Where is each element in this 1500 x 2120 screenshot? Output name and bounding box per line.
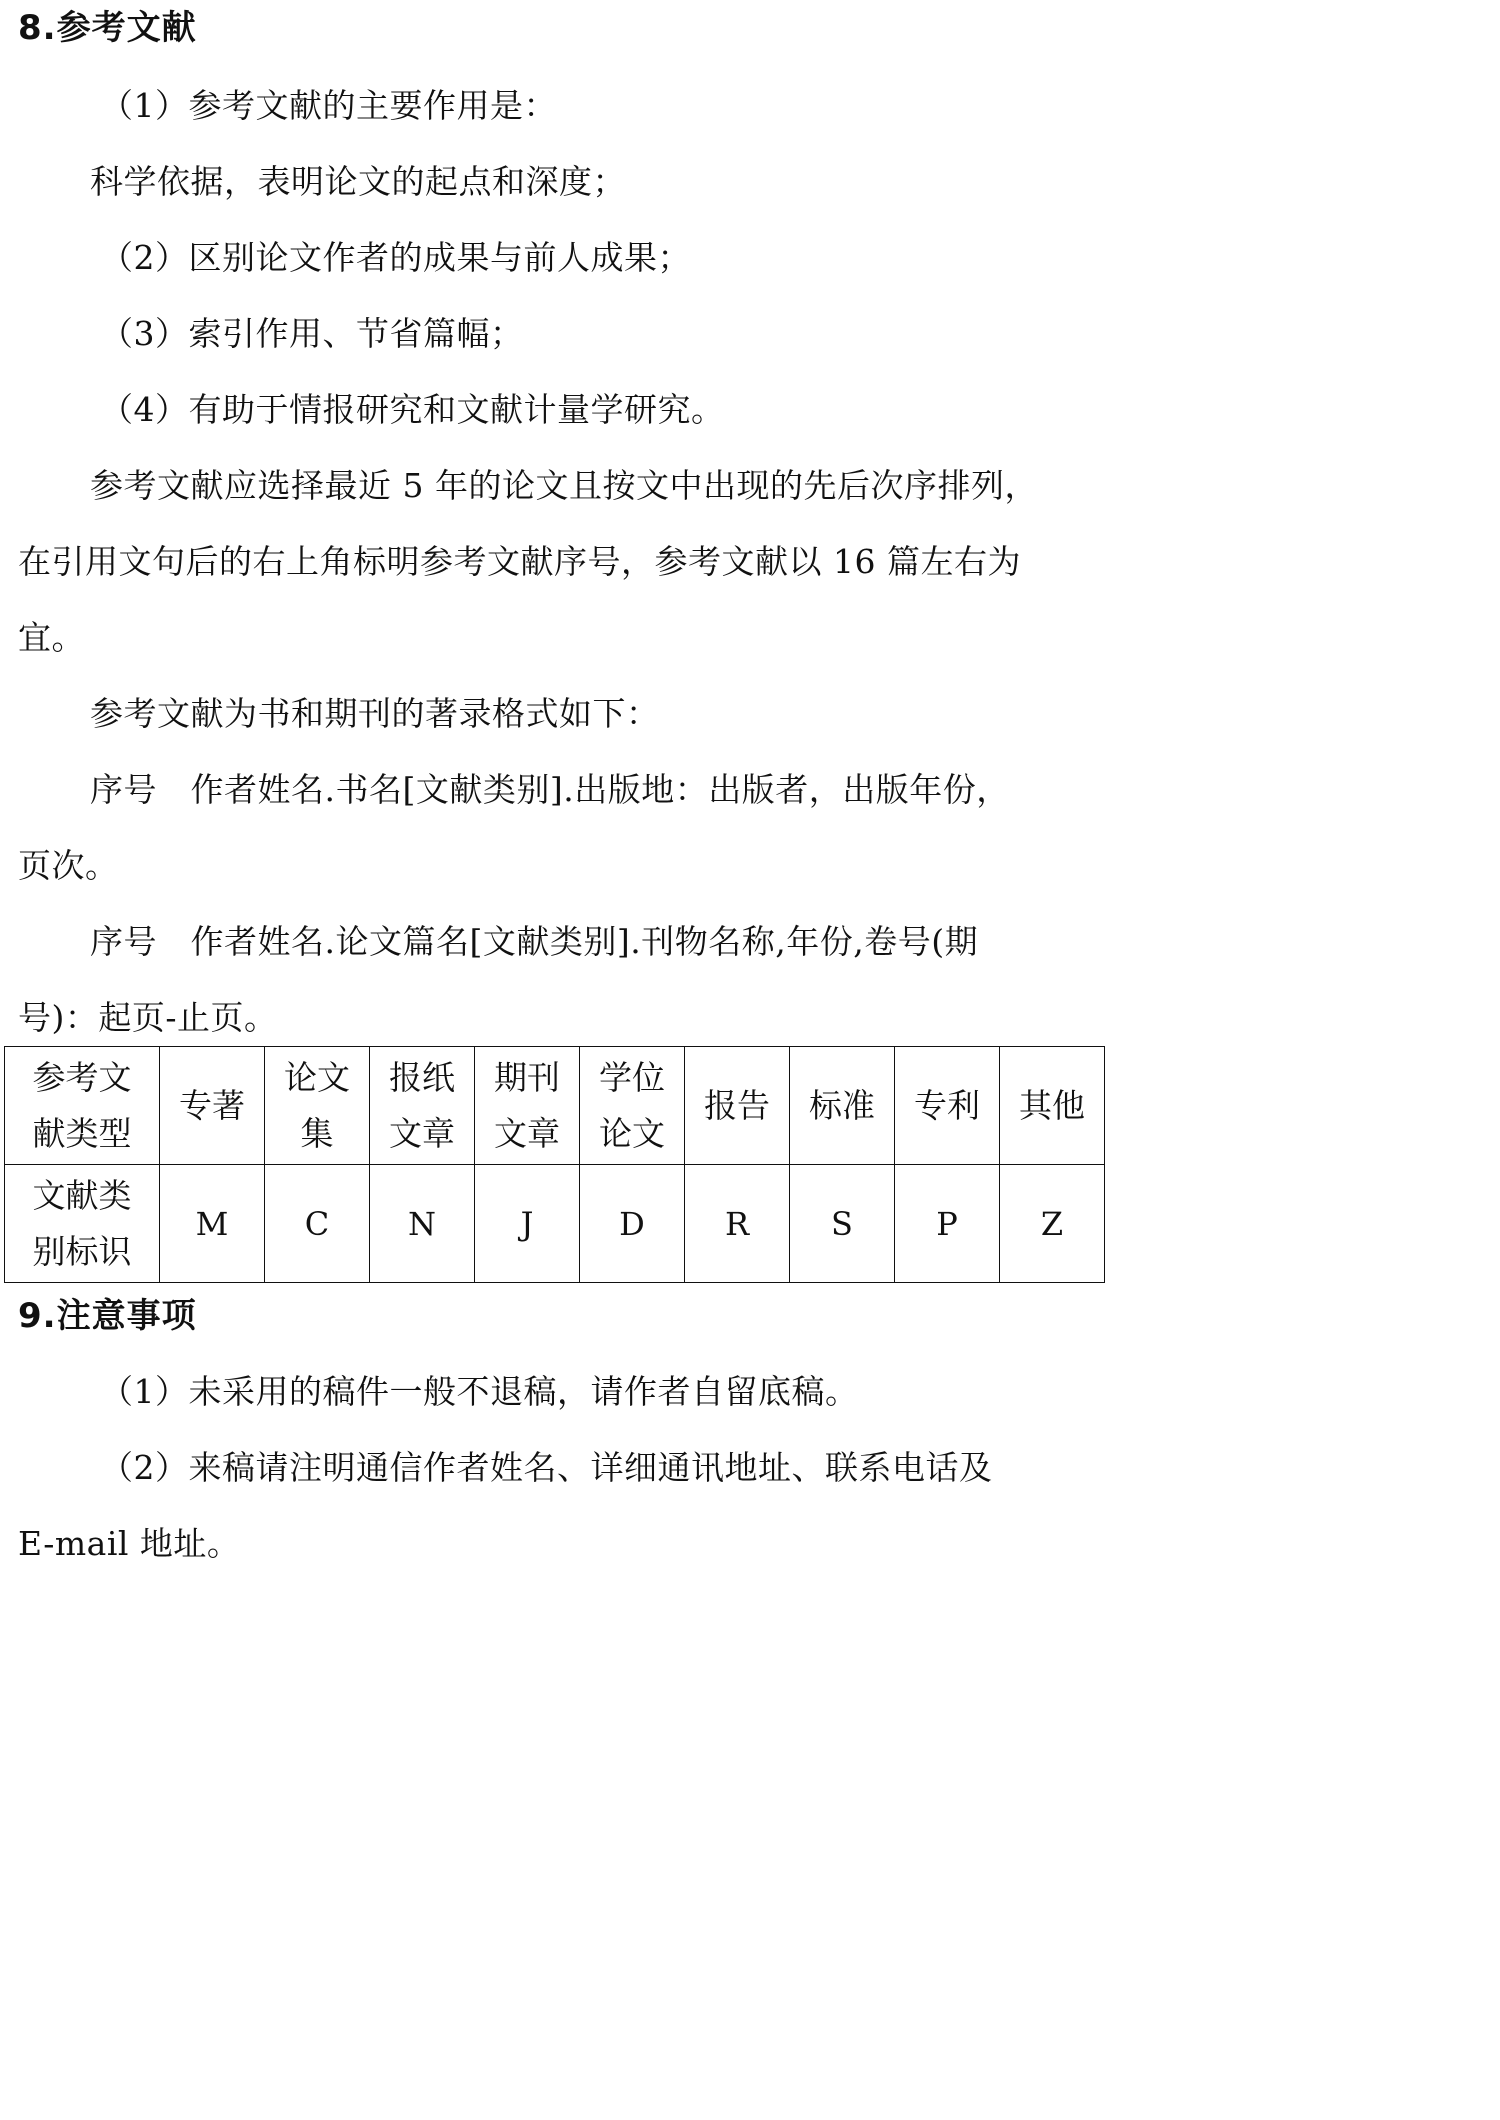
table-cell-type: 其他 (1000, 1047, 1105, 1165)
table-cell-code: C (265, 1165, 370, 1283)
paragraph-1-line-1: 参考文献应选择最近 5 年的论文且按文中出现的先后次序排列， (90, 466, 1038, 505)
table-cell-type: 学位 论文 (580, 1047, 685, 1165)
section-8-item-2: （2）区别论文作者的成果与前人成果； (100, 238, 691, 277)
table-cell-type: 期刊 文章 (475, 1047, 580, 1165)
section-9-heading: 9.注意事项 (18, 1296, 197, 1336)
table-row (5, 1047, 1105, 1165)
table-cell-code: J (475, 1165, 580, 1283)
table-row (5, 1165, 1105, 1283)
table-cell-type: 标准 (790, 1047, 895, 1165)
section-8-item-3: （3）索引作用、节省篇幅； (100, 314, 524, 353)
paragraph-1-line-3: 宜。 (18, 618, 85, 657)
table-cell-code-label: 文献类 别标识 (5, 1165, 160, 1283)
table-cell-code: S (790, 1165, 895, 1283)
paragraph-2: 参考文献为书和期刊的著录格式如下： (90, 694, 660, 733)
table-cell-code: M (160, 1165, 265, 1283)
table-cell-code: D (580, 1165, 685, 1283)
table-cell-code: P (895, 1165, 1000, 1283)
book-format-line-1: 序号 作者姓名.书名[文献类别].出版地：出版者，出版年份， (90, 770, 1010, 809)
section-8-item-4: （4）有助于情报研究和文献计量学研究。 (100, 390, 725, 429)
section-8-heading: 8.参考文献 (18, 8, 197, 48)
reference-type-table (4, 1046, 1105, 1283)
section-9-item-2-line-1: （2）来稿请注明通信作者姓名、详细通讯地址、联系电话及 (100, 1448, 993, 1487)
table-cell-code: N (370, 1165, 475, 1283)
section-9-item-1: （1）未采用的稿件一般不退稿，请作者自留底稿。 (100, 1372, 859, 1411)
section-8-item-1-continuation: 科学依据，表明论文的起点和深度； (90, 162, 626, 201)
table-cell-type: 报纸 文章 (370, 1047, 475, 1165)
table-cell-type: 专利 (895, 1047, 1000, 1165)
table-cell-type: 报告 (685, 1047, 790, 1165)
table-cell-header-label: 参考文 献类型 (5, 1047, 160, 1165)
table-cell-type: 论文 集 (265, 1047, 370, 1165)
book-format-line-2: 页次。 (18, 846, 119, 885)
paragraph-1-line-2: 在引用文句后的右上角标明参考文献序号，参考文献以 16 篇左右为 (18, 542, 1021, 581)
table-cell-type: 专著 (160, 1047, 265, 1165)
table-cell-code: Z (1000, 1165, 1105, 1283)
table-cell-code: R (685, 1165, 790, 1283)
section-9-item-2-line-2: E-mail 地址。 (18, 1524, 241, 1563)
section-8-item-1: （1）参考文献的主要作用是： (100, 86, 557, 125)
journal-format-line-2: 号)：起页-止页。 (18, 998, 278, 1037)
journal-format-line-1: 序号 作者姓名.论文篇名[文献类别].刊物名称,年份,卷号(期 (90, 922, 979, 961)
